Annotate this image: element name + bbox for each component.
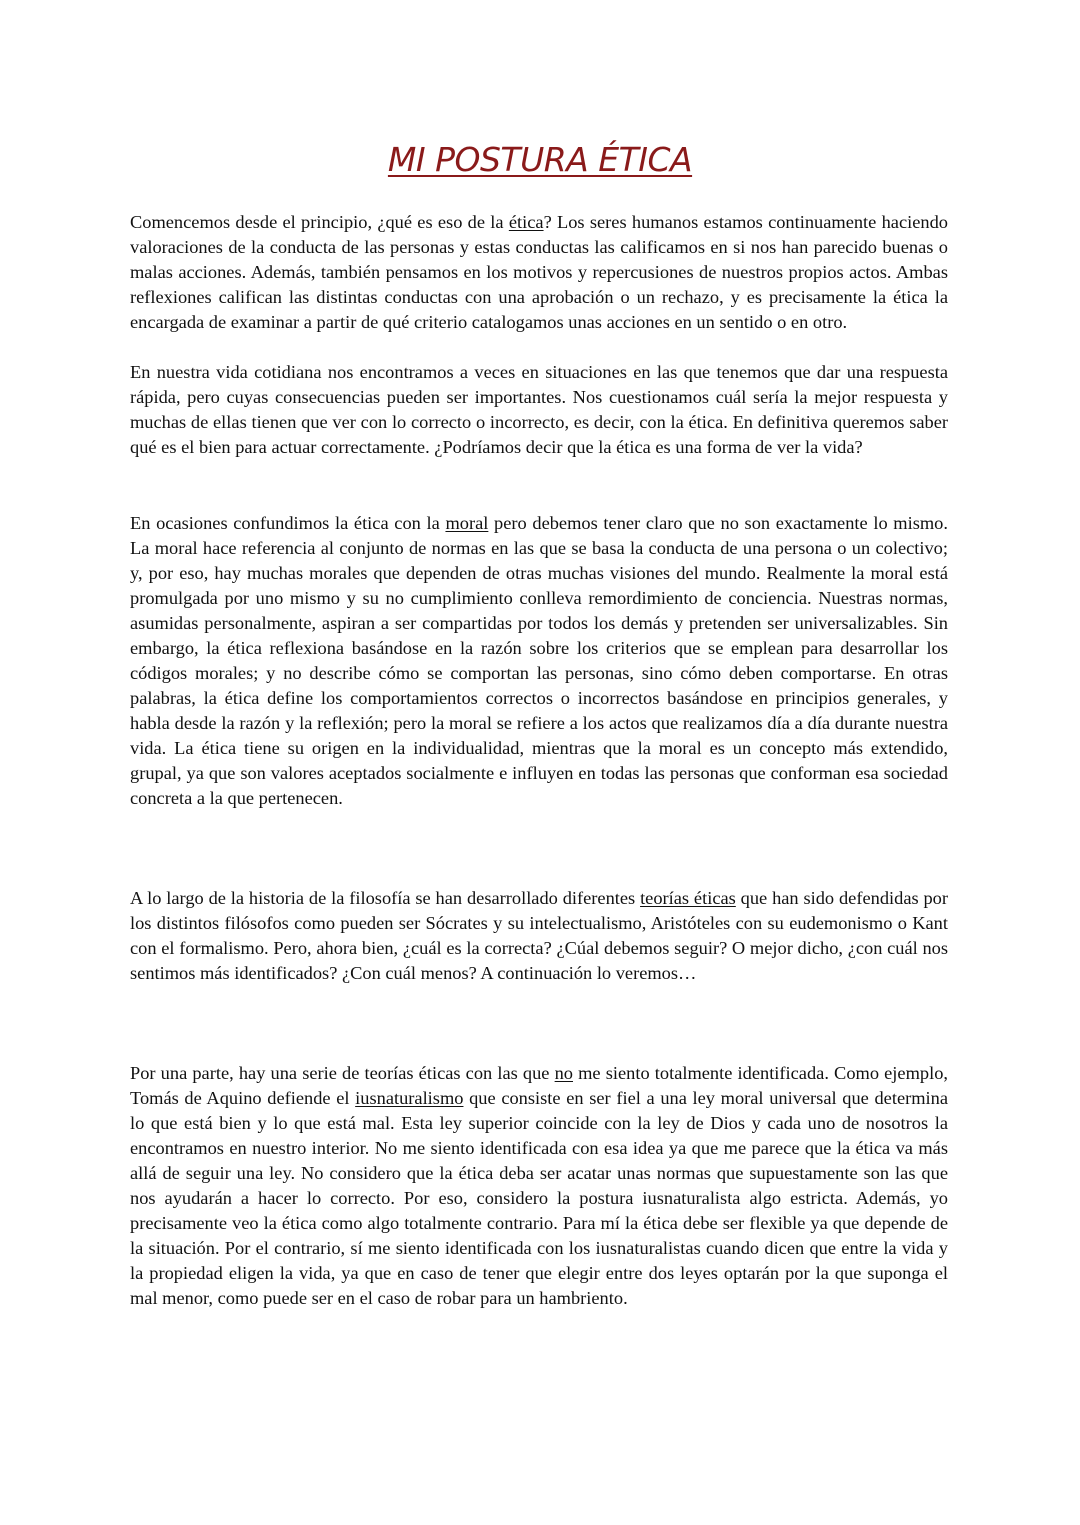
paragraph-4-text: A lo largo de la historia de la filosofía se han desarrollado diferentes <box>130 888 641 908</box>
paragraph-2 <box>130 360 948 460</box>
paragraph-3-text: En ocasiones confundimos la ética con la <box>130 513 446 533</box>
underlined-term-iusnaturalismo: iusnaturalismo <box>355 1088 464 1108</box>
paragraph-2-text: En nuestra vida cotidiana nos encontramos a veces en situaciones en las que tenemos que dar una respuesta rápida, pero cuyas consecuencias pueden ser importantes. Nos cuestionamos cuál sería la mejor respuesta y muchas de ellas tienen que ver con lo correcto o incorrecto, es decir, con la ética. En definitiva queremos saber qué es el bien para actuar correctamente. ¿Podríamos decir que la ética es una forma de ver la vida? <box>130 362 948 457</box>
underlined-term-etica: ética <box>508 212 544 232</box>
underlined-term-teorias-eticas: teorías éticas <box>640 888 736 908</box>
paragraph-5-text: me siento totalmente identificada. Como ejemplo, Tomás de Aquino defiende el <box>130 1063 948 1108</box>
paragraph-1-text: Comencemos desde el principio, ¿qué es eso de la <box>130 212 509 232</box>
paragraph-5 <box>130 1061 948 1311</box>
paragraph-4-text: que han sido defendidas por los distintos filósofos como pueden ser Sócrates y su intelectualismo, Aristóteles con su eudemonismo o Kant con el formalismo. Pero, ahora bien, ¿cuál es la correcta? ¿Cúal debemos seguir? O mejor dicho, ¿con cuál nos sentimos más identificados? ¿Con cuál menos? A continuación lo veremos… <box>130 888 949 983</box>
paragraph-3 <box>130 511 948 811</box>
paragraph-4 <box>130 886 948 986</box>
document-title: MI POSTURA ÉTICA <box>387 140 693 179</box>
paragraph-5-text: Por una parte, hay una serie de teorías éticas con las que <box>130 1063 555 1083</box>
paragraph-1-text: ? Los seres humanos estamos continuamente haciendo valoraciones de la conducta de las personas y estas conductas las calificamos en si nos han parecido buenas o malas acciones. Además, también pensamos en los motivos y repercusiones de nuestros propios actos. Ambas reflexiones califican las distintas conductas con una aprobación o un rechazo, y es precisamente la ética la encargada de examinar a partir de qué criterio catalogamos unas acciones en un sentido o en otro. <box>130 212 948 332</box>
paragraph-1 <box>130 210 948 335</box>
underlined-term-no: no <box>554 1063 573 1083</box>
paragraph-5-text: que consiste en ser fiel a una ley moral universal que determina lo que está bien y lo que está mal. Esta ley superior coincide con la ley de Dios y cada uno de nosotros la encontramos en nuestro interior. No me siento identificada con esa idea ya que me parece que la ética va más allá de seguir una ley. No considero que la ética deba ser acatar unas normas que supuestamente son las que nos ayudarán a hacer lo correcto. Por eso, considero la postura iusnaturalista algo estricta. Además, yo precisamente veo la ética como algo totalmente contrario. Para mí la ética debe ser flexible ya que depende de la situación. Por el contrario, sí me siento identificada con los iusnaturalistas cuando dicen que entre la vida y la propiedad eligen la vida, ya que en caso de tener que elegir entre dos leyes optarán por la que suponga el mal menor, como puede ser en el caso de robar para un hambriento. <box>130 1088 949 1308</box>
paragraph-3-text: pero debemos tener claro que no son exactamente lo mismo. La moral hace referencia al conjunto de normas en las que se basa la conducta de una persona o un colectivo; y, por eso, hay muchas morales que dependen de otras muchas visiones del mundo. Realmente la moral está promulgada por uno mismo y su no cumplimiento conlleva remordimiento de conciencia. Nuestras normas, asumidas personalmente, aspiran a ser compartidas por todos los demás y pretenden ser universalizables. Sin embargo, la ética reflexiona basándose en la razón sobre los criterios que se emplean para desarrollar los códigos morales; y no describe cómo se comportan las personas, sino cómo deben comportarse. En otras palabras, la ética define los comportamientos correctos o incorrectos basándose en principios generales, y habla desde la razón y la reflexión; pero la moral se refiere a los actos que realizamos día a día durante nuestra vida. La ética tiene su origen en la individualidad, mientras que la moral es un concepto más extendido, grupal, ya que son valores aceptados socialmente e influyen en todas las personas que conforman esa sociedad concreta a la que pertenecen. <box>130 513 948 808</box>
document-title-container <box>0 138 1080 182</box>
underlined-term-moral: moral <box>445 513 489 533</box>
